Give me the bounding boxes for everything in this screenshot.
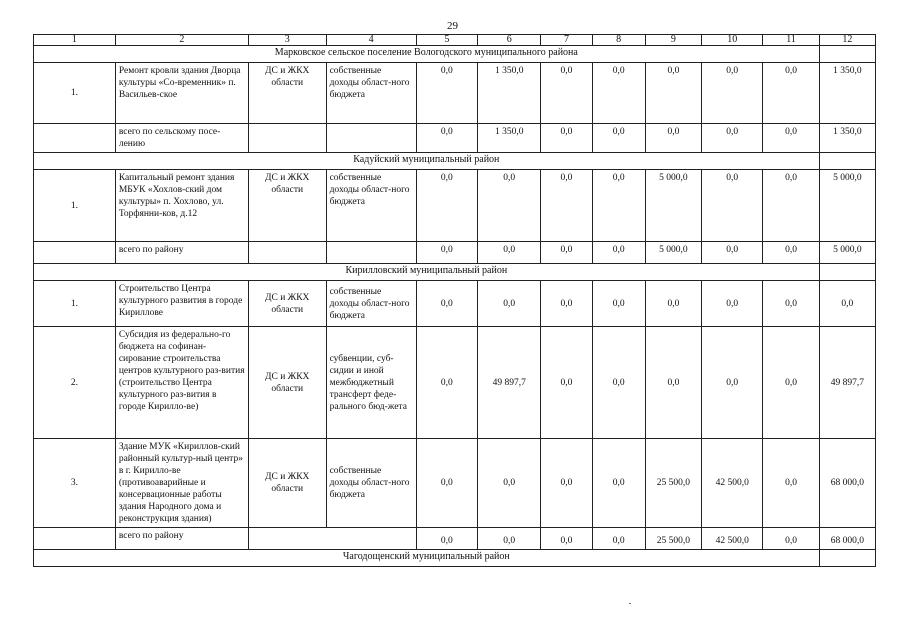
value-cell: 0,0 xyxy=(592,327,645,439)
column-header: 3 xyxy=(248,35,326,46)
funding-source: собственные доходы област-ного бюджета xyxy=(326,170,416,242)
value-cell: 0,0 xyxy=(763,170,819,242)
executor: ДС и ЖКХ области xyxy=(248,327,326,439)
value-cell: 1 350,0 xyxy=(478,124,541,153)
value-cell: 1 350,0 xyxy=(819,63,875,124)
value-cell: 0,0 xyxy=(592,242,645,264)
value-cell: 1 350,0 xyxy=(478,63,541,124)
table-row xyxy=(34,63,876,124)
value-cell: 49 897,7 xyxy=(478,327,541,439)
value-cell: 42 500,0 xyxy=(702,439,763,528)
table-row xyxy=(34,170,876,242)
value-cell: 0,0 xyxy=(416,63,477,124)
value-cell: 0,0 xyxy=(763,439,819,528)
value-cell: 0,0 xyxy=(541,63,592,124)
value-cell: 0,0 xyxy=(702,170,763,242)
table-row xyxy=(34,281,876,327)
value-cell: 5 000,0 xyxy=(819,170,875,242)
row-number: 2. xyxy=(34,327,116,439)
total-row xyxy=(34,242,876,264)
value-cell: 0,0 xyxy=(702,63,763,124)
row-number xyxy=(34,528,116,550)
section-header-row xyxy=(34,264,876,281)
object-name: Ремонт кровли здания Дворца культуры «Со-временник» п. Васильев-ское xyxy=(115,63,248,124)
value-cell: 0,0 xyxy=(645,281,701,327)
value-cell: 0,0 xyxy=(416,439,477,528)
column-header: 11 xyxy=(763,35,819,46)
value-cell: 0,0 xyxy=(702,281,763,327)
value-cell: 0,0 xyxy=(763,281,819,327)
column-header: 5 xyxy=(416,35,477,46)
row-number xyxy=(34,124,116,153)
column-header: 12 xyxy=(819,35,875,46)
value-cell: 25 500,0 xyxy=(645,528,701,550)
value-cell: 0,0 xyxy=(416,281,477,327)
section-title: Кадуйский муниципальный район xyxy=(34,153,820,170)
funding-source: собственные доходы област-ного бюджета xyxy=(326,281,416,327)
value-cell: 0,0 xyxy=(416,170,477,242)
total-label: всего по району xyxy=(115,528,248,550)
funding-source: собственные доходы област-ного бюджета xyxy=(326,439,416,528)
value-cell: 0,0 xyxy=(416,528,477,550)
value-cell: 0,0 xyxy=(478,170,541,242)
value-cell: 0,0 xyxy=(763,327,819,439)
funding-source: собственные доходы област-ного бюджета xyxy=(326,63,416,124)
value-cell: 0,0 xyxy=(541,124,592,153)
executor: ДС и ЖКХ области xyxy=(248,439,326,528)
value-cell: 0,0 xyxy=(416,327,477,439)
value-cell: 0,0 xyxy=(763,124,819,153)
table-row xyxy=(34,439,876,528)
column-header: 8 xyxy=(592,35,645,46)
value-cell: 0,0 xyxy=(592,439,645,528)
row-number xyxy=(34,242,116,264)
column-header: 4 xyxy=(326,35,416,46)
value-cell: 5 000,0 xyxy=(819,242,875,264)
section-title: Чагодощенский муниципальный район xyxy=(34,550,820,567)
value-cell: 68 000,0 xyxy=(819,439,875,528)
value-cell: 0,0 xyxy=(819,281,875,327)
value-cell: 0,0 xyxy=(763,242,819,264)
executor: ДС и ЖКХ области xyxy=(248,63,326,124)
value-cell: 0,0 xyxy=(541,170,592,242)
value-cell: 0,0 xyxy=(763,63,819,124)
value-cell: 0,0 xyxy=(702,327,763,439)
scan-speck xyxy=(629,603,631,604)
column-number-row xyxy=(34,35,876,46)
value-cell: 0,0 xyxy=(592,124,645,153)
value-cell: 5 000,0 xyxy=(645,170,701,242)
value-cell: 0,0 xyxy=(541,242,592,264)
row-number: 1. xyxy=(34,170,116,242)
value-cell: 0,0 xyxy=(763,528,819,550)
budget-table xyxy=(33,34,876,567)
section-header-row xyxy=(34,46,876,63)
value-cell: 0,0 xyxy=(645,124,701,153)
value-cell: 0,0 xyxy=(541,327,592,439)
page-number: 29 xyxy=(447,20,458,32)
row-number: 3. xyxy=(34,439,116,528)
value-cell: 0,0 xyxy=(478,281,541,327)
value-cell: 0,0 xyxy=(592,63,645,124)
value-cell: 1 350,0 xyxy=(819,124,875,153)
value-cell: 68 000,0 xyxy=(819,528,875,550)
executor: ДС и ЖКХ области xyxy=(248,281,326,327)
column-header: 7 xyxy=(541,35,592,46)
object-name: Строительство Центра культурного развития в городе Кириллове xyxy=(115,281,248,327)
value-cell: 0,0 xyxy=(592,281,645,327)
column-header: 9 xyxy=(645,35,701,46)
object-name: Здание МУК «Кириллов-ский районный культур-ный центр» в г. Кирилло-ве (противоаварийные и консервационные работы здания Народного дома и реконструкция здания) xyxy=(115,439,248,528)
total-label: всего по сельскому посе-лению xyxy=(115,124,248,153)
value-cell: 0,0 xyxy=(478,439,541,528)
value-cell: 0,0 xyxy=(478,242,541,264)
value-cell: 0,0 xyxy=(592,170,645,242)
funding-source: субвенции, суб-сидии и иной межбюджетный трансферт феде-рального бюд-жета xyxy=(326,327,416,439)
object-name: Субсидия из федерально-го бюджета на софинан-сирование строительства центров культурного раз-вития (строительство Центра культурного раз-вития в городе Кирилло-ве) xyxy=(115,327,248,439)
value-cell: 25 500,0 xyxy=(645,439,701,528)
table-row xyxy=(34,327,876,439)
row-number: 1. xyxy=(34,281,116,327)
object-name: Капитальный ремонт здания МБУК «Хохлов-ский дом культуры» п. Хохлово, ул. Торфянни-ков, д.12 xyxy=(115,170,248,242)
section-title: Марковское сельское поселение Вологодского муниципального района xyxy=(34,46,820,63)
value-cell: 0,0 xyxy=(416,124,477,153)
column-header: 6 xyxy=(478,35,541,46)
value-cell: 0,0 xyxy=(702,124,763,153)
section-header-row xyxy=(34,153,876,170)
value-cell: 0,0 xyxy=(702,242,763,264)
section-header-row xyxy=(34,550,876,567)
total-label: всего по району xyxy=(115,242,248,264)
section-title: Кирилловский муниципальный район xyxy=(34,264,820,281)
value-cell: 0,0 xyxy=(416,242,477,264)
total-row xyxy=(34,124,876,153)
column-header: 2 xyxy=(115,35,248,46)
value-cell: 0,0 xyxy=(478,528,541,550)
column-header: 10 xyxy=(702,35,763,46)
value-cell: 0,0 xyxy=(645,327,701,439)
value-cell: 5 000,0 xyxy=(645,242,701,264)
value-cell: 0,0 xyxy=(645,63,701,124)
value-cell: 49 897,7 xyxy=(819,327,875,439)
value-cell: 0,0 xyxy=(541,528,592,550)
total-row xyxy=(34,528,876,550)
value-cell: 0,0 xyxy=(592,528,645,550)
value-cell: 42 500,0 xyxy=(702,528,763,550)
value-cell: 0,0 xyxy=(541,281,592,327)
column-header: 1 xyxy=(34,35,116,46)
row-number: 1. xyxy=(34,63,116,124)
value-cell: 0,0 xyxy=(541,439,592,528)
executor: ДС и ЖКХ области xyxy=(248,170,326,242)
